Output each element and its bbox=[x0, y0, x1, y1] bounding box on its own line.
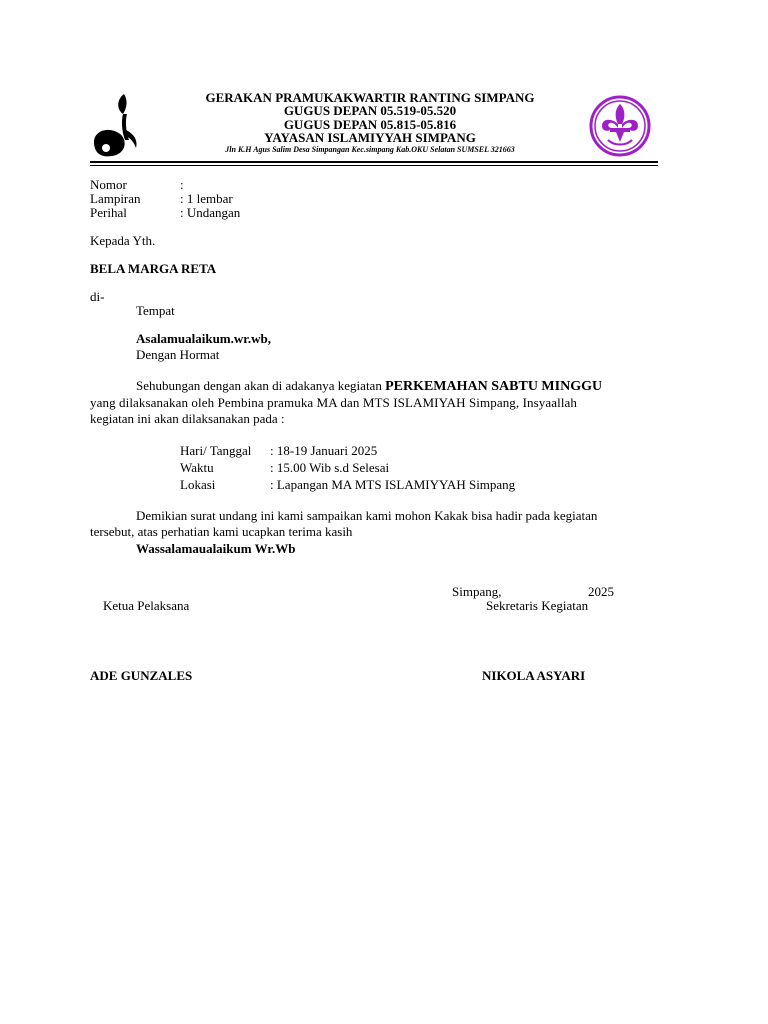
wosm-emblem-logo bbox=[588, 94, 652, 158]
header-line-1: GERAKAN PRAMUKAKWARTIR RANTING SIMPANG bbox=[205, 90, 535, 105]
signature-right-title: Sekretaris Kegiatan bbox=[486, 598, 589, 613]
body-paragraph-1-line-2: yang dilaksanakan oleh Pembina pramuka MA dan MTS ISLAMIYAH Simpang, Insyaallah bbox=[90, 395, 578, 410]
nomor-label: Nomor bbox=[90, 177, 127, 192]
header-rule-thick bbox=[90, 161, 658, 163]
detail-row-time-value: : 15.00 Wib s.d Selesai bbox=[270, 460, 390, 475]
event-name: PERKEMAHAN SABTU MINGGU bbox=[385, 379, 603, 394]
header-rule-thin bbox=[90, 165, 658, 166]
signature-left-title: Ketua Pelaksana bbox=[103, 598, 190, 613]
recipient-place: Tempat bbox=[136, 303, 175, 318]
signature-left-name: ADE GUNZALES bbox=[90, 668, 193, 683]
body-paragraph-2-line-2: tersebut, atas perhatian kami ucapkan terima kasih bbox=[90, 524, 353, 539]
tunas-kelapa-logo bbox=[90, 92, 140, 162]
lampiran-label: Lampiran bbox=[90, 191, 141, 206]
detail-row-time-label: Waktu bbox=[180, 460, 214, 475]
detail-row-date-label: Hari/ Tanggal bbox=[180, 443, 252, 458]
header-address: Jln K.H Agus Salim Desa Simpangan Kec.simpang Kab.OKU Selatan SUMSEL 321663 bbox=[225, 145, 515, 154]
recipient-name: BELA MARGA RETA bbox=[90, 261, 217, 276]
body-p1-start: Sehubungan dengan akan di adakanya kegiatan bbox=[136, 378, 386, 393]
nomor-value: : bbox=[180, 177, 184, 192]
body-paragraph-1-line-1 bbox=[136, 378, 678, 395]
detail-row-location-label: Lokasi bbox=[180, 477, 216, 492]
signature-place: Simpang, bbox=[452, 584, 502, 599]
body-paragraph-1-line-3: kegiatan ini akan dilaksanakan pada : bbox=[90, 411, 285, 426]
signature-year: 2025 bbox=[588, 584, 614, 599]
closing-salam: Wassalamaualaikum Wr.Wb bbox=[136, 541, 296, 556]
header-line-4: YAYASAN ISLAMIYYAH SIMPANG bbox=[264, 130, 476, 145]
lampiran-value: : 1 lembar bbox=[180, 191, 233, 206]
body-paragraph-2-line-1: Demikian surat undang ini kami sampaikan kami mohon Kakak bisa hadir pada kegiatan bbox=[136, 508, 598, 523]
recipient-di: di- bbox=[90, 289, 105, 304]
header-line-3: GUGUS DEPAN 05.815-05.816 bbox=[283, 117, 457, 132]
perihal-label: Perihal bbox=[90, 205, 127, 220]
perihal-value: : Undangan bbox=[180, 205, 241, 220]
opening-hormat: Dengan Hormat bbox=[136, 347, 220, 362]
detail-row-location-value: : Lapangan MA MTS ISLAMIYYAH Simpang bbox=[270, 477, 516, 492]
recipient-greeting: Kepada Yth. bbox=[90, 233, 156, 248]
opening-salam: Asalamualaikum.wr.wb, bbox=[136, 331, 271, 346]
header-line-2: GUGUS DEPAN 05.519-05.520 bbox=[283, 103, 457, 118]
detail-row-date-value: : 18-19 Januari 2025 bbox=[270, 443, 378, 458]
signature-right-name: NIKOLA ASYARI bbox=[482, 668, 586, 683]
